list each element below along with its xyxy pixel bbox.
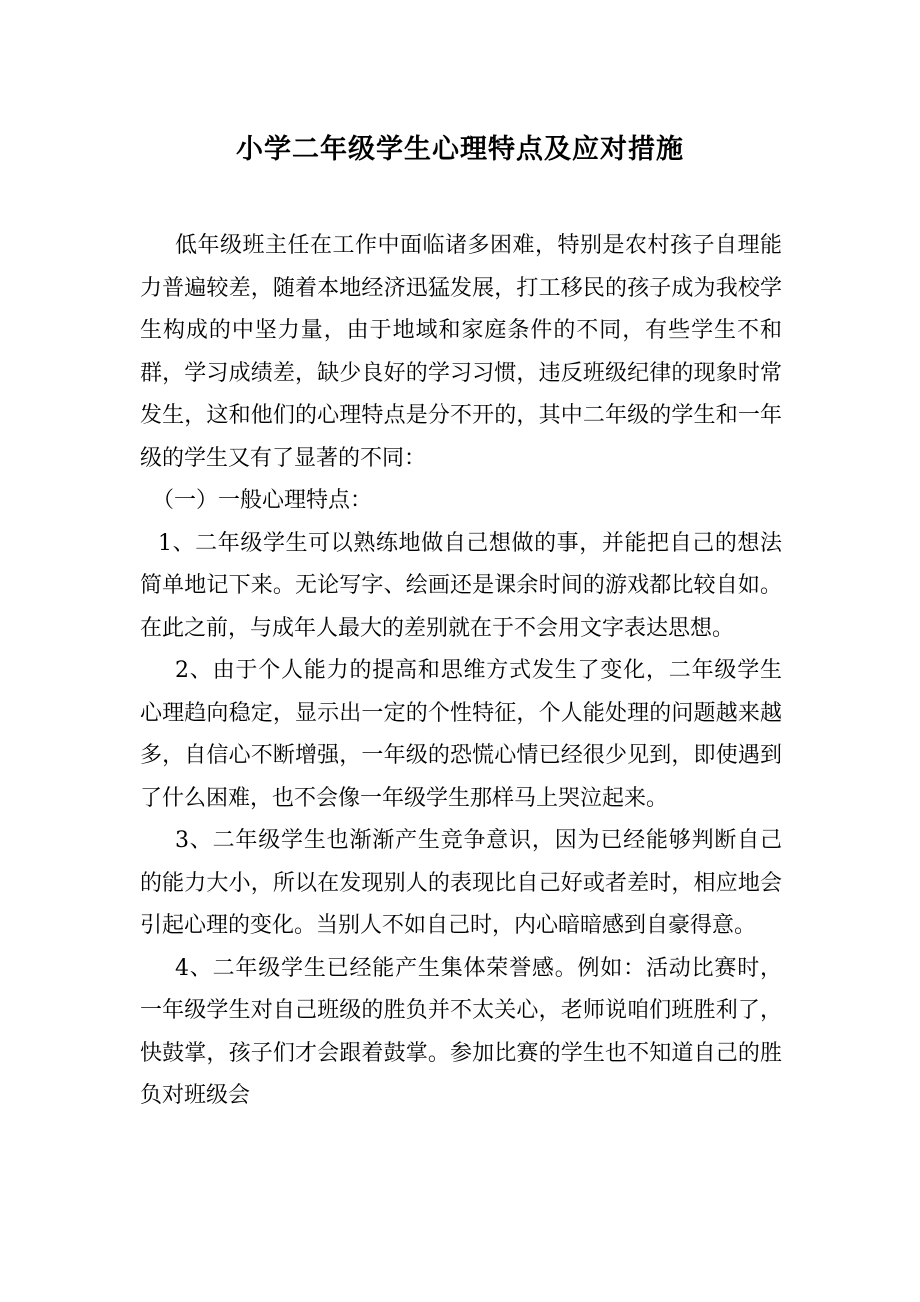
point-1-paragraph: 1、二年级学生可以熟练地做自己想做的事，并能把自己的想法简单地记下来。无论写字、绘画还是课余时间的游戏都比较自如。在此之前，与成年人最大的差别就在于不会用文字表达思想。 [140,530,782,641]
point-4-paragraph: 4、二年级学生已经能产生集体荣誉感。例如：活动比赛时，一年级学生对自己班级的胜负并不太关心，老师说咱们班胜利了，快鼓掌，孩子们才会跟着鼓掌。参加比赛的学生也不知道自己的胜负对班级会 [140,955,782,1108]
point-3-paragraph: 3、二年级学生也渐渐产生竞争意识，因为已经能够判断自己的能力大小，所以在发现别人的表现比自己好或者差时，相应地会引起心理的变化。当别人不如自己时，内心暗暗感到自豪得意。 [140,828,782,938]
section-heading: （一）一般心理特点： [152,488,373,513]
intro-paragraph: 低年级班主任在工作中面临诸多困难，特别是农村孩子自理能力普遍较差，随着本地经济迅猛发展，打工移民的孩子成为我校学生构成的中坚力量，由于地域和家庭条件的不同，有些学生不和群，学习成绩差，缺少良好的学习习惯，违反班级纪律的现象时常发生，这和他们的心理特点是分不开的，其中二年级的学生和一年级的学生又有了显著的不同： [140,233,782,471]
document-title: 小学二年级学生心理特点及应对措施 [236,134,684,165]
document-body [140,225,782,1118]
point-2-paragraph: 2、由于个人能力的提高和思维方式发生了变化，二年级学生心理趋向稳定，显示出一定的个性特征，个人能处理的问题越来越多，自信心不断增强，一年级的恐慌心情已经很少见到，即使遇到了什么困难，也不会像一年级学生那样马上哭泣起来。 [140,658,782,811]
